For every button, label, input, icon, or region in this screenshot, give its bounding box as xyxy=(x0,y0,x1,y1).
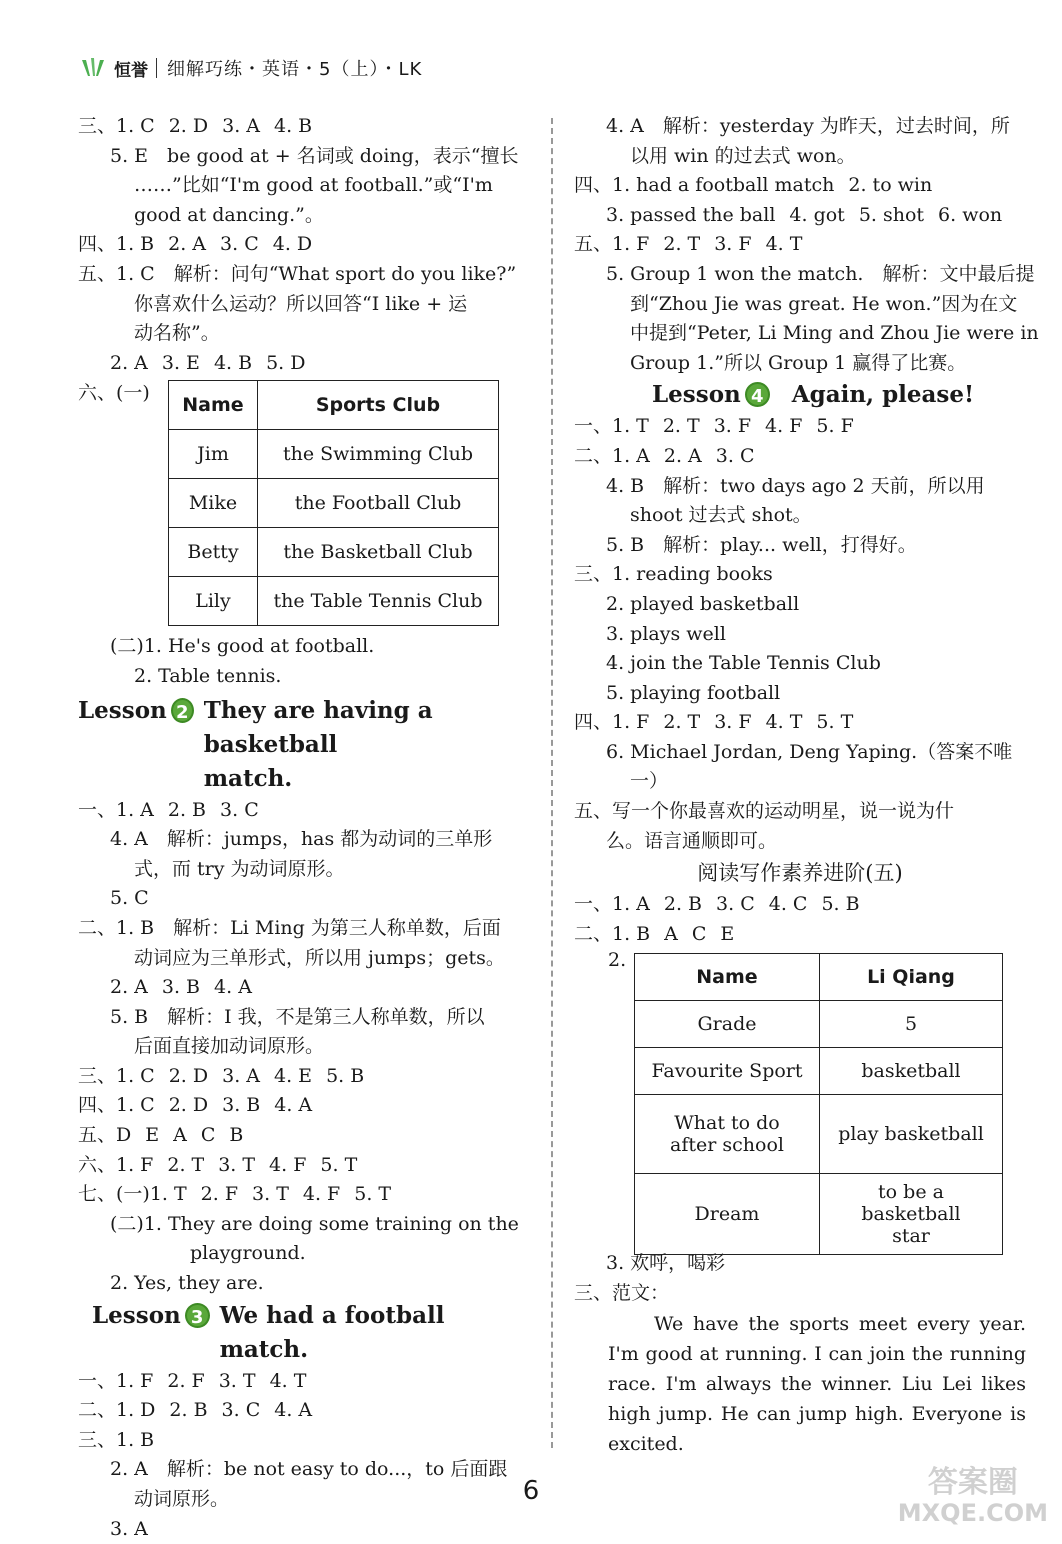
answer-line: 六、1. F 2. T 3. T 4. F 5. T xyxy=(78,1153,358,1176)
answer-line: 三、1. C 2. D 3. A 4. B xyxy=(78,115,313,137)
answer-line: 后面直接加动词原形。 xyxy=(134,1035,325,1058)
table-cell: play basketball xyxy=(820,1095,1003,1174)
lesson-number-badge: 2 xyxy=(171,698,194,723)
answer-line: 3. plays well xyxy=(606,622,726,645)
answer-line: 一、1. T 2. T 3. F 4. F 5. F xyxy=(574,415,854,438)
answer-line: 三、1. B xyxy=(78,1428,155,1451)
answer-line: 四、1. F 2. T 3. F 4. T 5. T xyxy=(574,711,854,734)
answer-line: 6. Michael Jordan, Deng Yaping.（答案不唯 xyxy=(606,740,1013,763)
answer-line: 2. Table tennis. xyxy=(134,664,282,687)
answer-line: 三、1. C 2. D 3. A 4. E 5. B xyxy=(78,1064,365,1087)
answer-line: 5. B 解析：I 我，不是第三人称单数，所以 xyxy=(110,1005,485,1028)
section-label: 六、(一) xyxy=(78,382,150,405)
table-cell: Jim xyxy=(169,430,258,479)
table-cell: Grade xyxy=(635,1001,820,1048)
answer-line: good at dancing.”。 xyxy=(134,203,324,226)
answer-line: 二、1. A 2. A 3. C xyxy=(574,444,755,467)
table-row xyxy=(169,528,499,577)
lesson-number-badge: 3 xyxy=(185,1303,210,1328)
table-cell: Dream xyxy=(635,1174,820,1255)
answer-line: 5. Group 1 won the match. 解析：文中最后提 xyxy=(606,262,1035,285)
answer-line: 3. 欢呼，喝彩 xyxy=(606,1252,726,1275)
answer-line: 五、1. C 解析：问句“What sport do you like?” xyxy=(78,262,517,285)
answer-line: 4. B 解析：two days ago 2 天前，所以用 xyxy=(606,474,985,497)
answer-line: Group 1.”所以 Group 1 赢得了比赛。 xyxy=(630,351,967,374)
essay-paragraph: We have the sports meet every year. I'm good at running. I can join the running race. I'm always the winner. Liu Lei likes high jump. He can jump high. Everyone is excited. xyxy=(608,1312,1026,1455)
table-row xyxy=(169,430,499,479)
answer-line: 一、1. A 2. B 3. C xyxy=(78,798,259,821)
answer-line: 么。语言通顺即可。 xyxy=(606,829,778,852)
table-header-cell: Sports Club xyxy=(258,381,499,430)
answer-line: 四、1. had a football match 2. to win xyxy=(574,174,933,197)
answer-line: 一） xyxy=(630,770,669,793)
table-header-row xyxy=(169,381,499,430)
table-cell: to be a basketball star xyxy=(820,1174,1003,1255)
student-info-table xyxy=(634,953,1003,1255)
answer-line: 四、1. B 2. A 3. C 4. D xyxy=(78,233,313,256)
answer-line: 式，而 try 为动词原形。 xyxy=(134,857,345,880)
answer-line: 四、1. C 2. D 3. B 4. A xyxy=(78,1094,313,1117)
lesson-3-heading xyxy=(78,1299,538,1367)
answer-line: ……”比如“I'm good at football.”或“I'm xyxy=(134,174,493,197)
answer-line: 2. A 解析：be not easy to do...，to 后面跟 xyxy=(110,1458,508,1481)
table-row xyxy=(635,1174,1003,1255)
table-row xyxy=(635,1001,1003,1048)
table-cell: What to do after school xyxy=(635,1095,820,1174)
table-header-row xyxy=(635,954,1003,1001)
brand-logo-icon xyxy=(80,56,106,80)
lesson-number-badge: 4 xyxy=(745,382,770,407)
table-cell: the Basketball Club xyxy=(258,528,499,577)
answer-line: 一、1. A 2. B 3. C 4. C 5. B xyxy=(574,893,860,916)
watermark: 答案圈 MXQE.COM xyxy=(897,1465,1048,1527)
answer-line: 5. E be good at + 名词或 doing，表示“擅长 xyxy=(110,144,519,167)
lesson-word: Lesson xyxy=(652,381,741,409)
book-title: 细解巧练・英语・5（上）・LK xyxy=(167,59,423,80)
lesson-4-heading xyxy=(574,378,1026,412)
left-column xyxy=(78,112,538,1544)
table-cell: Betty xyxy=(169,528,258,577)
answer-line: 七、(一)1. T 2. F 3. T 4. F 5. T xyxy=(78,1183,392,1206)
answer-line: 4. A 解析：jumps，has 都为动词的三单形 xyxy=(110,828,493,851)
table-header-cell: Li Qiang xyxy=(820,954,1003,1001)
answer-line: 3. passed the ball 4. got 5. shot 6. won xyxy=(606,203,1003,226)
table-row xyxy=(635,1048,1003,1095)
lesson-2-heading xyxy=(78,694,538,796)
lesson-word: Lesson xyxy=(78,696,167,724)
answer-line: 到“Zhou Jie was great. He won.”因为在文 xyxy=(630,292,1018,315)
answer-line: (二)1. They are doing some training on the xyxy=(110,1212,519,1235)
answer-line: 2. A 3. B 4. A xyxy=(110,976,252,999)
right-column xyxy=(574,112,1039,1459)
answer-line: 二、1. B A C E xyxy=(574,922,735,945)
table-cell: Lily xyxy=(169,577,258,626)
page-header xyxy=(80,54,422,82)
answer-line: 2. Yes, they are. xyxy=(110,1272,264,1295)
reading-writing-title: 阅读写作素养进阶(五) xyxy=(697,861,903,886)
table-cell: Mike xyxy=(169,479,258,528)
answer-line: 二、1. D 2. B 3. C 4. A xyxy=(78,1399,313,1422)
answer-line: 五、D E A C B xyxy=(78,1124,244,1147)
table-cell: Favourite Sport xyxy=(635,1048,820,1095)
table-row xyxy=(635,1095,1003,1174)
answer-line: 4. join the Table Tennis Club xyxy=(606,652,881,675)
lesson-title: We had a football match. xyxy=(219,1301,445,1363)
lesson-title: They are having a basketball match. xyxy=(203,696,433,792)
table-cell: basketball xyxy=(820,1048,1003,1095)
header-separator xyxy=(156,58,157,78)
page-number: 6 xyxy=(522,1476,540,1506)
answer-line: 4. A 解析：yesterday 为昨天，过去时间，所 xyxy=(606,115,1010,137)
answer-line: playground. xyxy=(190,1242,306,1265)
lesson-title: Again, please! xyxy=(791,381,975,409)
answer-line: 五、写一个你最喜欢的运动明星，说一说为什 xyxy=(574,800,955,823)
answer-line: (二)1. He's good at football. xyxy=(110,635,375,658)
answer-line: 2. A 3. E 4. B 5. D xyxy=(110,351,306,374)
answer-line: shoot 过去式 shot。 xyxy=(630,504,812,527)
table-cell: the Table Tennis Club xyxy=(258,577,499,626)
sports-club-table-block xyxy=(78,378,538,632)
table-row xyxy=(169,479,499,528)
sports-club-table xyxy=(168,380,499,626)
answer-line: 动词应为三单形式，所以用 jumps；gets。 xyxy=(134,946,505,969)
column-divider xyxy=(551,118,553,1448)
table-cell: the Swimming Club xyxy=(258,430,499,479)
answer-line: 中提到“Peter, Li Ming and Zhou Jie were in xyxy=(630,322,1039,345)
brand-name: 恒誉 xyxy=(114,60,148,81)
table-cell: the Football Club xyxy=(258,479,499,528)
answer-line: 动词原形。 xyxy=(134,1488,230,1510)
answer-line: 三、范文： xyxy=(574,1282,670,1305)
answer-line: 动名称”。 xyxy=(134,322,220,345)
student-info-table-block xyxy=(574,949,1026,1249)
table-row xyxy=(169,577,499,626)
table-cell: 5 xyxy=(820,1001,1003,1048)
answer-line: 5. B 解析：play... well，打得好。 xyxy=(606,533,917,556)
answer-line: 三、1. reading books xyxy=(574,563,773,586)
answer-line: 5. C xyxy=(110,887,149,910)
table-header-cell: Name xyxy=(169,381,258,430)
lesson-word: Lesson xyxy=(92,1301,181,1329)
table-header-cell: Name xyxy=(635,954,820,1001)
answer-line: 五、1. F 2. T 3. F 4. T xyxy=(574,233,803,256)
question-label: 2. xyxy=(608,949,627,972)
answer-line: 3. A xyxy=(110,1517,148,1540)
sample-essay xyxy=(574,1309,1026,1459)
answer-line: 你喜欢什么运动？所以回答“I like + 运 xyxy=(134,292,468,315)
answer-line: 二、1. B 解析：Li Ming 为第三人称单数，后面 xyxy=(78,916,501,939)
answer-line: 一、1. F 2. F 3. T 4. T xyxy=(78,1369,307,1392)
answer-line: 5. playing football xyxy=(606,681,781,704)
answer-line: 以用 win 的过去式 won。 xyxy=(630,144,856,167)
answer-line: 2. played basketball xyxy=(606,592,800,615)
